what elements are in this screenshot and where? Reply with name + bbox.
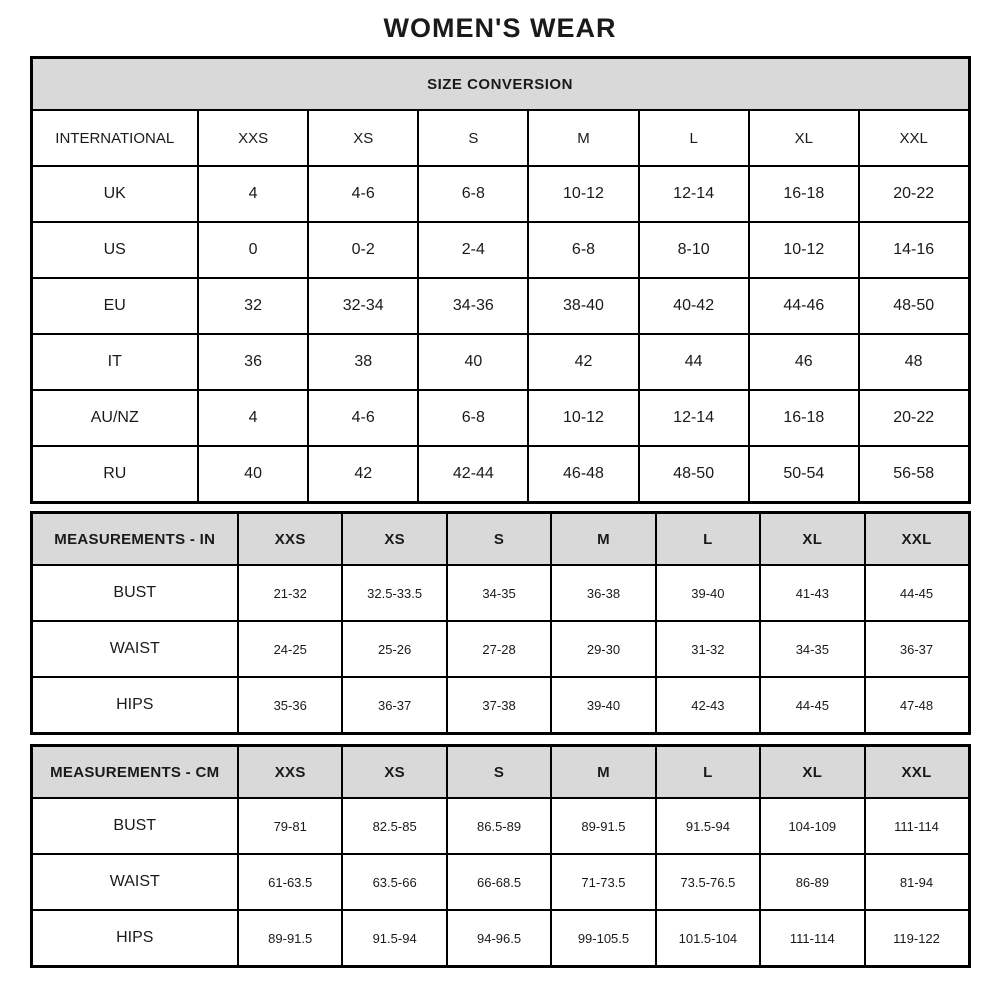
- page-title: WOMEN'S WEAR: [383, 13, 617, 43]
- measurements-cm-table: [30, 744, 971, 968]
- measurement-cell: 27-28: [447, 621, 551, 677]
- size-cell: 6-8: [528, 222, 638, 278]
- row-label: EU: [31, 278, 198, 334]
- size-conversion-body: [31, 58, 969, 503]
- measurement-cell: 35-36: [238, 677, 342, 734]
- size-conversion-header: SIZE CONVERSION: [31, 58, 969, 111]
- size-cell: 14-16: [859, 222, 969, 278]
- size-cell: 46-48: [528, 446, 638, 503]
- measurement-cell: 63.5-66: [342, 854, 446, 910]
- size-cell: 4: [198, 390, 308, 446]
- measurement-cell: 86.5-89: [447, 798, 551, 854]
- measurement-cell: 119-122: [865, 910, 969, 967]
- measurement-cell: 79-81: [238, 798, 342, 854]
- row-label: IT: [31, 334, 198, 390]
- row-label: HIPS: [31, 677, 238, 734]
- measurement-cell: 73.5-76.5: [656, 854, 760, 910]
- size-cell: 48: [859, 334, 969, 390]
- measurement-cell: 99-105.5: [551, 910, 655, 967]
- size-cell: 16-18: [749, 390, 859, 446]
- size-cell: 48-50: [639, 446, 749, 503]
- measurement-cell: 81-94: [865, 854, 969, 910]
- table-row: [31, 390, 969, 446]
- row-label: BUST: [31, 798, 238, 854]
- column-header: L: [639, 110, 749, 166]
- size-column-header: L: [656, 746, 760, 799]
- measurement-cell: 36-38: [551, 565, 655, 621]
- measurement-cell: 21-32: [238, 565, 342, 621]
- measurement-cell: 44-45: [760, 677, 864, 734]
- size-cell: 16-18: [749, 166, 859, 222]
- size-cell: 40: [418, 334, 528, 390]
- measurement-cell: 36-37: [865, 621, 969, 677]
- measurement-cell: 29-30: [551, 621, 655, 677]
- measurement-cell: 66-68.5: [447, 854, 551, 910]
- measurement-cell: 89-91.5: [551, 798, 655, 854]
- size-column-header: XS: [342, 746, 446, 799]
- measurement-cell: 91.5-94: [342, 910, 446, 967]
- measurement-cell: 47-48: [865, 677, 969, 734]
- size-column-header: M: [551, 513, 655, 566]
- size-cell: 46: [749, 334, 859, 390]
- measurement-cell: 71-73.5: [551, 854, 655, 910]
- size-cell: 12-14: [639, 166, 749, 222]
- size-column-header: XL: [760, 746, 864, 799]
- size-cell: 44: [639, 334, 749, 390]
- measurement-cell: 86-89: [760, 854, 864, 910]
- column-header: XS: [308, 110, 418, 166]
- size-cell: 38: [308, 334, 418, 390]
- table-header-row: [31, 746, 969, 799]
- size-cell: 10-12: [528, 390, 638, 446]
- size-column-header: XS: [342, 513, 446, 566]
- table-row: [31, 854, 969, 910]
- size-cell: 2-4: [418, 222, 528, 278]
- size-cell: 50-54: [749, 446, 859, 503]
- row-label: HIPS: [31, 910, 238, 967]
- measurement-cell: 39-40: [656, 565, 760, 621]
- column-header: XL: [749, 110, 859, 166]
- measurement-cell: 34-35: [760, 621, 864, 677]
- size-column-header: XL: [760, 513, 864, 566]
- row-label: WAIST: [31, 854, 238, 910]
- size-column-header: XXS: [238, 513, 342, 566]
- size-cell: 10-12: [528, 166, 638, 222]
- size-cell: 40: [198, 446, 308, 503]
- table-row: [31, 798, 969, 854]
- size-cell: 32: [198, 278, 308, 334]
- size-cell: 56-58: [859, 446, 969, 503]
- measurements-in-body: [31, 513, 969, 734]
- measurement-cell: 31-32: [656, 621, 760, 677]
- measurement-cell: 24-25: [238, 621, 342, 677]
- size-cell: 4-6: [308, 166, 418, 222]
- table-row: [31, 222, 969, 278]
- size-cell: 4-6: [308, 390, 418, 446]
- measurement-cell: 111-114: [760, 910, 864, 967]
- size-cell: 0-2: [308, 222, 418, 278]
- size-column-header: S: [447, 513, 551, 566]
- measurement-cell: 91.5-94: [656, 798, 760, 854]
- size-cell: 4: [198, 166, 308, 222]
- measurement-cell: 25-26: [342, 621, 446, 677]
- size-conversion-table: [30, 56, 971, 504]
- measurement-cell: 82.5-85: [342, 798, 446, 854]
- measurement-cell: 104-109: [760, 798, 864, 854]
- column-header: XXL: [859, 110, 969, 166]
- size-column-header: S: [447, 746, 551, 799]
- size-cell: 40-42: [639, 278, 749, 334]
- row-label: US: [31, 222, 198, 278]
- table-row: [31, 565, 969, 621]
- measurements-header: MEASUREMENTS - CM: [31, 746, 238, 799]
- measurement-cell: 89-91.5: [238, 910, 342, 967]
- size-cell: 0: [198, 222, 308, 278]
- column-header-row: [31, 110, 969, 166]
- measurements-in-table: [30, 511, 971, 735]
- size-cell: 8-10: [639, 222, 749, 278]
- measurement-cell: 32.5-33.5: [342, 565, 446, 621]
- measurement-cell: 34-35: [447, 565, 551, 621]
- table-header-row: [31, 513, 969, 566]
- measurements-cm-body: [31, 746, 969, 967]
- column-header: XXS: [198, 110, 308, 166]
- size-cell: 38-40: [528, 278, 638, 334]
- size-cell: 48-50: [859, 278, 969, 334]
- size-cell: 32-34: [308, 278, 418, 334]
- size-cell: 42-44: [418, 446, 528, 503]
- table-row: [31, 677, 969, 734]
- size-column-header: XXS: [238, 746, 342, 799]
- size-cell: 10-12: [749, 222, 859, 278]
- row-label: AU/NZ: [31, 390, 198, 446]
- measurement-cell: 36-37: [342, 677, 446, 734]
- measurement-cell: 101.5-104: [656, 910, 760, 967]
- size-cell: 36: [198, 334, 308, 390]
- measurement-cell: 61-63.5: [238, 854, 342, 910]
- measurement-cell: 111-114: [865, 798, 969, 854]
- column-header: INTERNATIONAL: [31, 110, 198, 166]
- column-header: M: [528, 110, 638, 166]
- measurement-cell: 42-43: [656, 677, 760, 734]
- row-label: UK: [31, 166, 198, 222]
- size-cell: 20-22: [859, 390, 969, 446]
- size-column-header: L: [656, 513, 760, 566]
- table-row: [31, 446, 969, 503]
- size-cell: 20-22: [859, 166, 969, 222]
- size-column-header: XXL: [865, 513, 969, 566]
- size-column-header: XXL: [865, 746, 969, 799]
- size-cell: 6-8: [418, 390, 528, 446]
- row-label: BUST: [31, 565, 238, 621]
- measurement-cell: 44-45: [865, 565, 969, 621]
- table-header-row: [31, 58, 969, 111]
- measurement-cell: 39-40: [551, 677, 655, 734]
- table-row: [31, 334, 969, 390]
- size-cell: 44-46: [749, 278, 859, 334]
- size-cell: 42: [528, 334, 638, 390]
- measurement-cell: 41-43: [760, 565, 864, 621]
- table-row: [31, 166, 969, 222]
- size-column-header: M: [551, 746, 655, 799]
- size-cell: 42: [308, 446, 418, 503]
- table-row: [31, 278, 969, 334]
- column-header: S: [418, 110, 528, 166]
- table-row: [31, 910, 969, 967]
- measurement-cell: 37-38: [447, 677, 551, 734]
- size-cell: 6-8: [418, 166, 528, 222]
- row-label: WAIST: [31, 621, 238, 677]
- table-row: [31, 621, 969, 677]
- size-cell: 34-36: [418, 278, 528, 334]
- measurements-header: MEASUREMENTS - IN: [31, 513, 238, 566]
- size-cell: 12-14: [639, 390, 749, 446]
- measurement-cell: 94-96.5: [447, 910, 551, 967]
- row-label: RU: [31, 446, 198, 503]
